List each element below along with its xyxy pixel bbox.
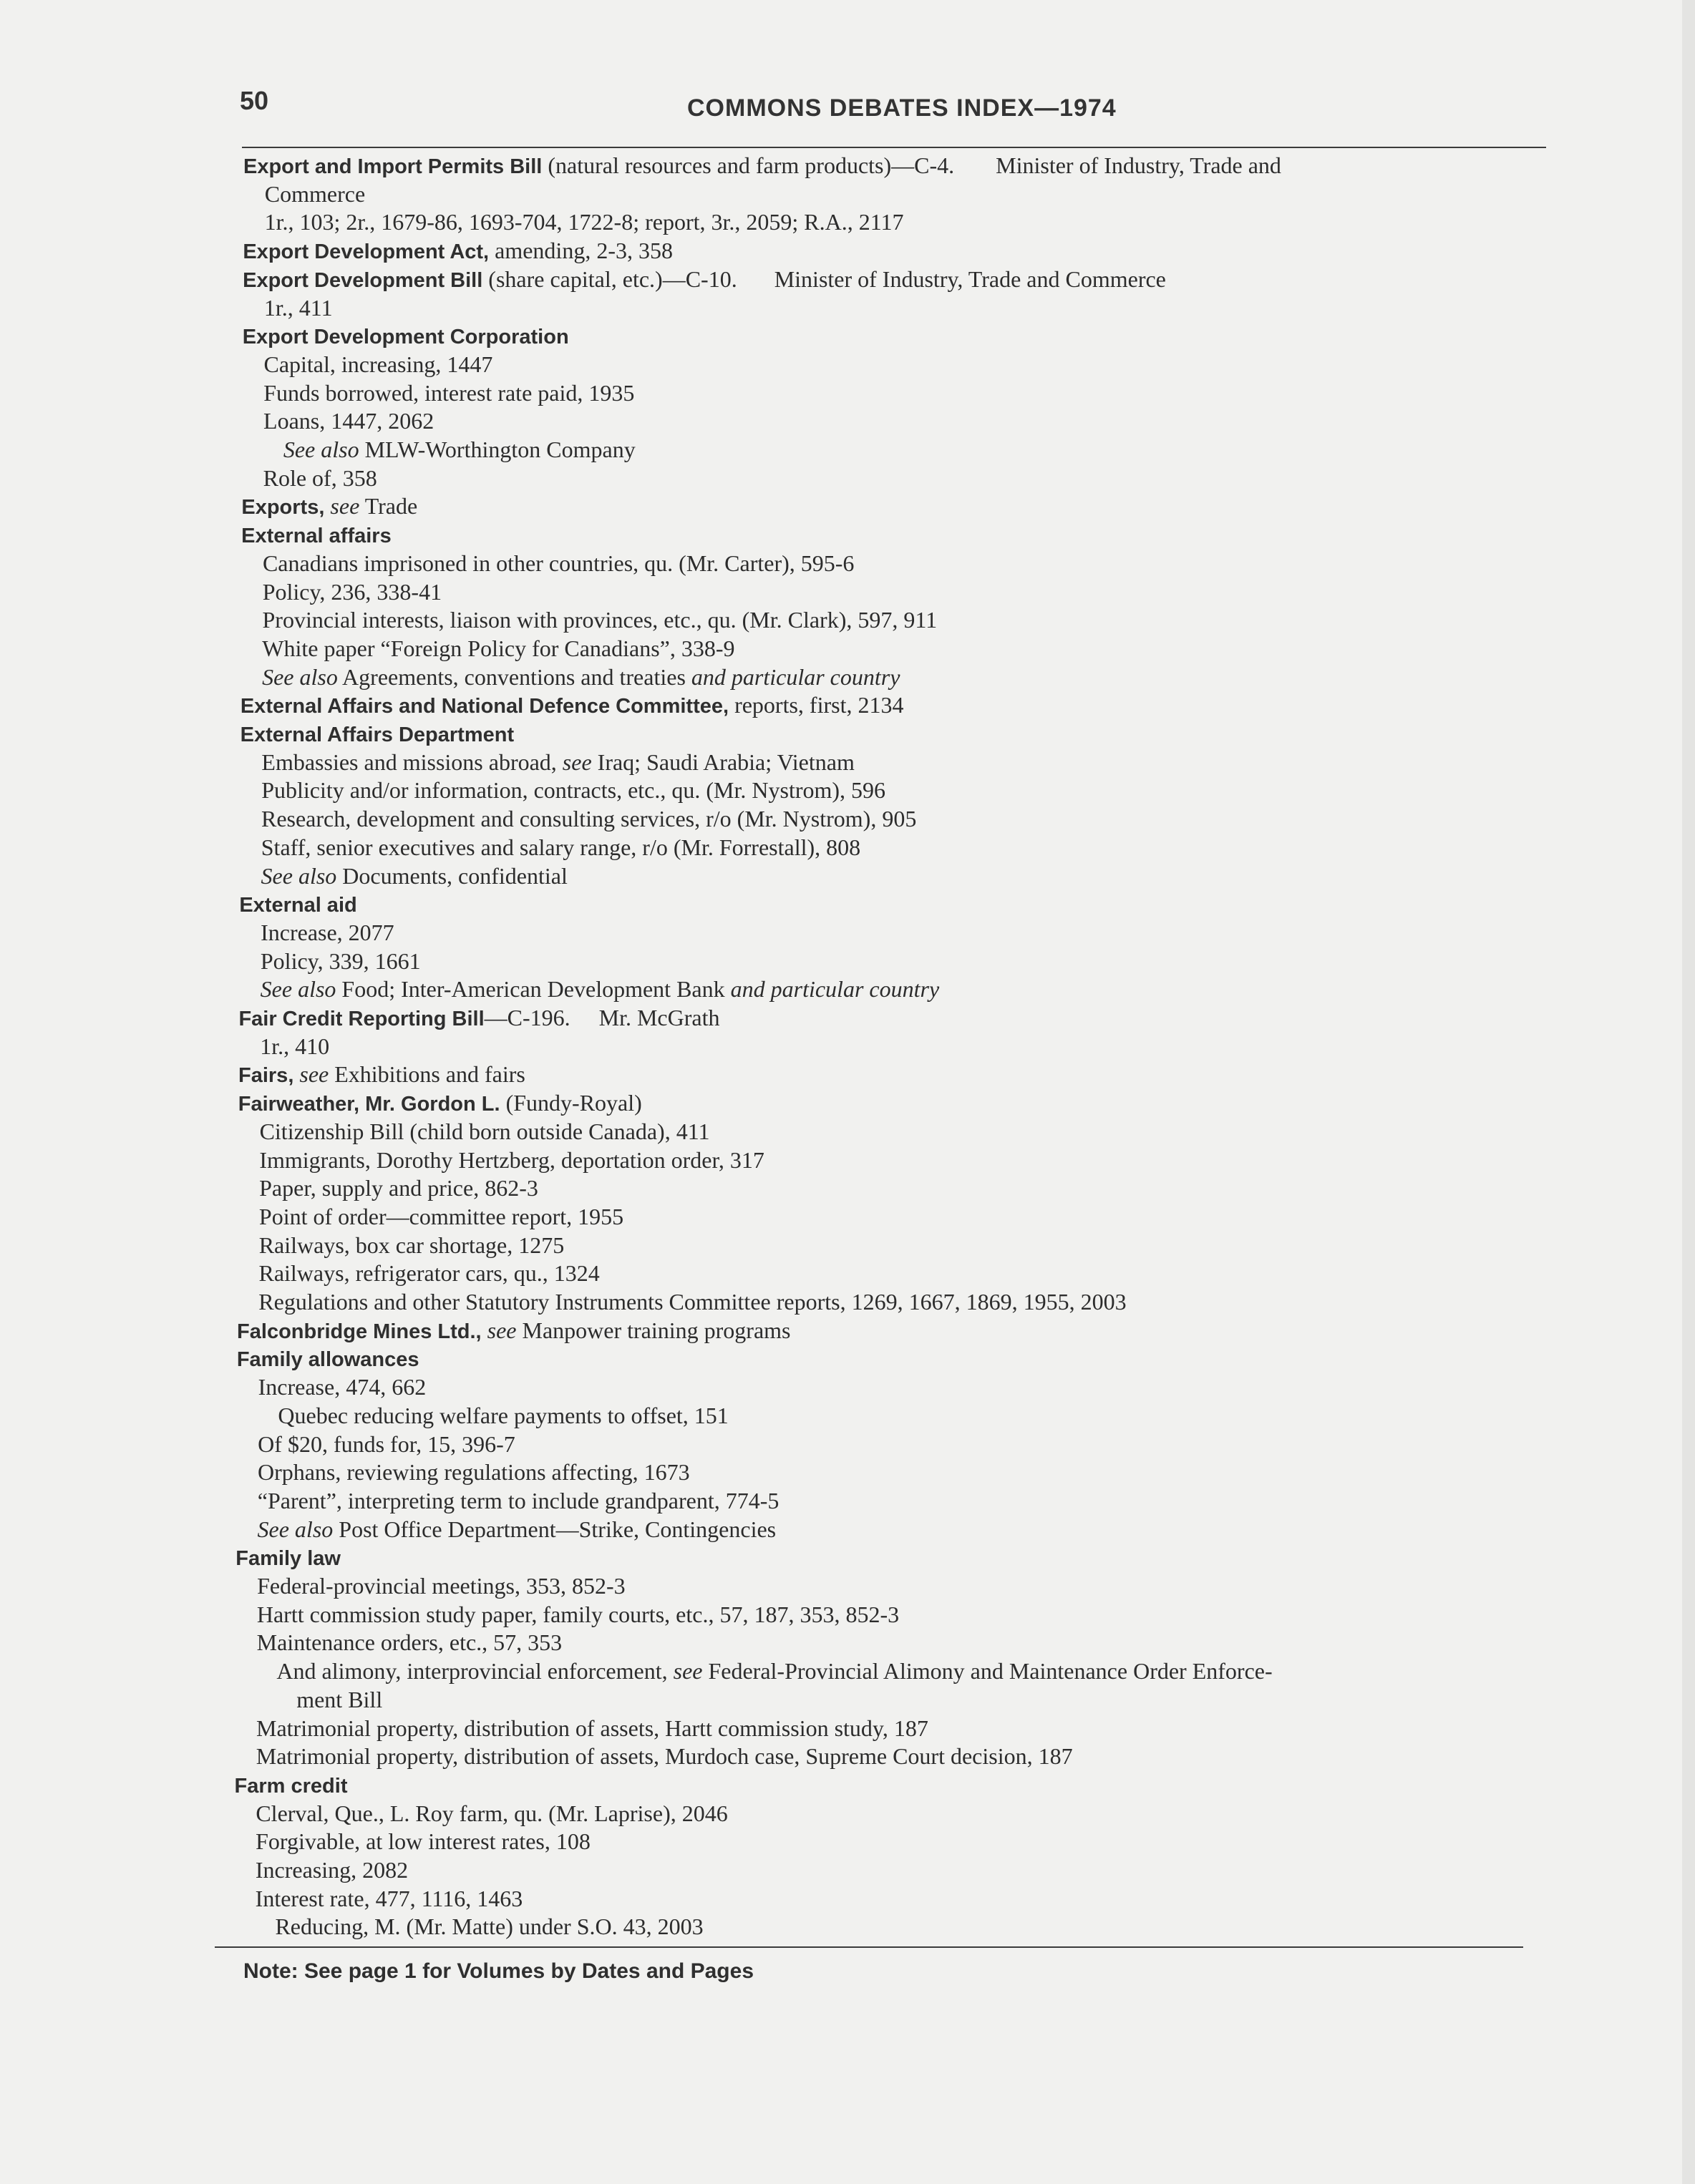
- index-text: Exhibitions and fairs: [329, 1061, 525, 1088]
- index-heading: Fair Credit Reporting Bill: [238, 1008, 485, 1030]
- index-subentry-line: [261, 749, 854, 776]
- index-heading-line: [238, 1061, 525, 1089]
- index-text: (natural resources and farm products)—C-4.: [542, 152, 955, 178]
- index-text: Matrimonial property, distribution of assets, Hartt commission study, 187: [256, 1715, 928, 1741]
- index-subentry-line: [259, 1232, 565, 1259]
- italic-reference: see: [673, 1658, 703, 1685]
- index-subentry-line: [261, 947, 421, 975]
- sponsor-text: Mr. McGrath: [598, 1005, 720, 1030]
- index-heading-line: [237, 1317, 790, 1345]
- index-text: MLW-Worthington Company: [359, 437, 636, 462]
- index-text: Agreements, conventions and treaties: [337, 663, 691, 690]
- index-subentry-line: [257, 1601, 899, 1628]
- index-subentry-line: [258, 1487, 779, 1514]
- index-text: Interest rate, 477, 1116, 1463: [255, 1885, 523, 1911]
- index-text: —C-196.: [484, 1005, 570, 1030]
- italic-reference: see: [487, 1317, 517, 1343]
- index-text: Increase, 474, 662: [258, 1374, 427, 1400]
- index-subentry-line: [256, 1800, 727, 1827]
- italic-reference: see: [330, 493, 360, 520]
- index-subentry-line: [262, 635, 734, 662]
- index-subentry-line: [261, 975, 939, 1003]
- italic-reference: See also: [283, 437, 359, 462]
- italic-reference: See also: [260, 976, 336, 1003]
- index-subentry-line: [263, 550, 854, 577]
- index-text: Provincial interests, liaison with provinces, etc., qu. (Mr. Clark), 597, 911: [262, 607, 938, 633]
- index-text: Federal-provincial meetings, 353, 852-3: [257, 1573, 626, 1599]
- index-subentry-line: [261, 776, 885, 804]
- index-subentry-line: [258, 1430, 515, 1458]
- index-subentry-line: [261, 805, 916, 832]
- index-text: Matrimonial property, distribution of assets, Murdoch case, Supreme Court decision, 187: [256, 1743, 1073, 1770]
- index-subentry-line: [263, 464, 377, 492]
- index-subentry-line: [258, 1458, 690, 1486]
- index-text: Railways, refrigerator cars, qu., 1324: [258, 1260, 600, 1287]
- index-heading-line: [243, 152, 1281, 180]
- index-text: reports, first, 2134: [729, 692, 904, 718]
- index-text: “Parent”, interpreting term to include grandparent, 774-5: [257, 1487, 779, 1513]
- index-text: Policy, 236, 338-41: [262, 578, 442, 605]
- sponsor-text: Minister of Industry, Trade and: [996, 152, 1281, 178]
- index-text: Citizenship Bill (child born outside Canada), 411: [259, 1118, 710, 1144]
- index-heading-line: [239, 890, 356, 919]
- index-heading: External Affairs Department: [240, 723, 515, 746]
- index-text: Maintenance orders, etc., 57, 353: [256, 1629, 563, 1656]
- index-subentry-line: [256, 1856, 408, 1883]
- index-text: 1r., 411: [263, 294, 333, 321]
- index-text: Hartt commission study paper, family courts, etc., 57, 187, 353, 852-3: [256, 1601, 900, 1627]
- index-text: Quebec reducing welfare payments to offset, 151: [278, 1402, 729, 1428]
- index-text: Embassies and missions abroad,: [261, 749, 563, 775]
- index-text: Railways, box car shortage, 1275: [258, 1232, 565, 1258]
- index-heading: Export and Import Permits Bill: [243, 155, 543, 178]
- italic-reference: and particular country: [691, 663, 900, 690]
- index-subentry-line: [259, 1146, 764, 1174]
- index-text: And alimony, interprovincial enforcement,: [276, 1658, 674, 1685]
- index-subentry-line: [265, 208, 904, 235]
- index-heading: Farm credit: [234, 1774, 348, 1798]
- index-text: Manpower training programs: [516, 1317, 791, 1343]
- index-subentry-line: [278, 1402, 728, 1429]
- index-subentry-line: [257, 1629, 563, 1656]
- italic-reference: See also: [257, 1516, 334, 1542]
- running-title: COMMONS DEBATES INDEX—1974: [687, 94, 1117, 122]
- index-heading-line: [241, 720, 514, 749]
- index-text: 1r., 103; 2r., 1679-86, 1693-704, 1722-8; report, 3r., 2059; R.A., 2117: [264, 209, 904, 235]
- page-number: 50: [240, 86, 269, 115]
- index-text: Reducing, M. (Mr. Matte) under S.O. 43, 2003: [275, 1914, 704, 1940]
- index-subentry-line: [256, 1828, 591, 1855]
- index-subentry-line: [258, 1288, 1126, 1315]
- index-text: [482, 1317, 487, 1343]
- index-text: Post Office Department—Strike, Contingencies: [333, 1516, 777, 1542]
- italic-reference: See also: [261, 862, 337, 889]
- index-subentry-line: [261, 919, 394, 946]
- index-text: Canadians imprisoned in other countries, qu. (Mr. Carter), 595-6: [262, 550, 855, 576]
- index-heading: Exports,: [241, 496, 325, 520]
- index-heading-line: [237, 1345, 419, 1373]
- index-heading-line: [238, 1089, 642, 1118]
- index-heading: External aid: [239, 894, 357, 917]
- sponsor-text: Minister of Industry, Trade and Commerce: [774, 265, 1166, 292]
- index-subentry-line: [261, 862, 568, 889]
- index-text: Forgivable, at low interest rates, 108: [256, 1828, 591, 1855]
- footer-note: Note: See page 1 for Volumes by Dates and Pages: [243, 1959, 754, 1983]
- index-text: Policy, 339, 1661: [260, 947, 421, 974]
- index-heading-line: [241, 492, 417, 521]
- italic-reference: See also: [262, 663, 338, 690]
- index-heading: Falconbridge Mines Ltd.,: [237, 1320, 482, 1343]
- index-text: White paper “Foreign Policy for Canadians”, 338-9: [262, 635, 735, 661]
- index-subentry-line: [258, 1516, 777, 1543]
- index-text: Increasing, 2082: [255, 1857, 409, 1883]
- index-text: Of $20, funds for, 15, 396-7: [258, 1430, 515, 1457]
- index-heading: Export Development Bill: [243, 268, 483, 292]
- index-text: Documents, confidential: [336, 862, 568, 889]
- index-heading-line: [243, 237, 673, 265]
- index-heading: Family law: [235, 1547, 341, 1571]
- index-heading: Fairweather, Mr. Gordon L.: [238, 1093, 500, 1116]
- italic-reference: see: [299, 1061, 329, 1088]
- index-text: Staff, senior executives and salary range, r/o (Mr. Forrestall), 808: [261, 834, 861, 860]
- index-subentry-line: [258, 1373, 427, 1400]
- index-heading-line: [235, 1544, 341, 1572]
- index-text: Loans, 1447, 2062: [263, 408, 434, 434]
- index-text: (share capital, etc.)—C-10.: [482, 265, 737, 292]
- index-text: Food; Inter-American Development Bank: [336, 976, 731, 1003]
- index-heading-line: [243, 322, 569, 351]
- index-subentry-line: [265, 180, 365, 208]
- index-text: amending, 2-3, 358: [489, 238, 673, 264]
- index-subentry-line: [296, 1686, 382, 1713]
- index-subentry-line: [256, 1742, 1073, 1770]
- index-subentry-line: [260, 1033, 329, 1060]
- index-heading-line: [238, 1004, 719, 1033]
- index-text: Point of order—committee report, 1955: [258, 1203, 624, 1229]
- index-heading: Family allowances: [236, 1348, 419, 1372]
- index-subentry-line: [263, 379, 634, 406]
- index-text: Commerce: [264, 180, 366, 207]
- index-text: Publicity and/or information, contracts, etc., qu. (Mr. Nystrom), 596: [261, 777, 886, 804]
- index-heading: Fairs,: [238, 1064, 294, 1088]
- index-text: 1r., 410: [260, 1033, 330, 1059]
- index-subentry-line: [259, 1174, 538, 1201]
- index-subentry-line: [260, 1118, 710, 1145]
- index-text: Iraq; Saudi Arabia; Vietnam: [591, 749, 855, 775]
- index-text: Regulations and other Statutory Instruments Committee reports, 1269, 1667, 1869, 1955, 2003: [258, 1289, 1127, 1315]
- index-heading-line: [241, 521, 392, 550]
- index-heading-line: [235, 1771, 348, 1800]
- index-text: Research, development and consulting services, r/o (Mr. Nystrom), 905: [261, 806, 917, 832]
- index-subentry-line: [257, 1572, 626, 1599]
- index-heading: External affairs: [241, 525, 392, 548]
- index-heading-line: [241, 691, 904, 720]
- index-text: Orphans, reviewing regulations affecting, 1673: [257, 1459, 690, 1486]
- index-text: Trade: [359, 493, 418, 520]
- index-text: ment Bill: [296, 1686, 383, 1712]
- index-subentry-line: [263, 407, 434, 434]
- index-subentry-line: [261, 834, 860, 861]
- italic-reference: and particular country: [730, 976, 940, 1003]
- index-subentry-line: [263, 351, 492, 378]
- index-subentry-line: [256, 1885, 523, 1912]
- index-subentry-line: [259, 1203, 623, 1230]
- index-subentry-line: [262, 663, 900, 691]
- index-text: Capital, increasing, 1447: [263, 351, 493, 377]
- index-heading: External Affairs and National Defence Committee,: [240, 695, 729, 718]
- index-subentry-line: [264, 294, 333, 321]
- index-heading: Export Development Act,: [243, 240, 490, 264]
- index-subentry-line: [276, 1657, 1272, 1685]
- index-text: Federal-Provincial Alimony and Maintenance Order Enforce-: [702, 1658, 1273, 1685]
- index-heading: Export Development Corporation: [242, 326, 569, 349]
- footer-rule: [215, 1946, 1523, 1948]
- index-subentry-line: [263, 578, 442, 605]
- index-text: Increase, 2077: [261, 919, 394, 945]
- index-subentry-line: [258, 1259, 599, 1287]
- index-text: Paper, supply and price, 862-3: [259, 1175, 538, 1201]
- index-subentry-line: [283, 436, 636, 463]
- index-text: Role of, 358: [263, 464, 377, 491]
- index-text: Immigrants, Dorothy Hertzberg, deportation order, 317: [259, 1146, 764, 1173]
- index-subentry-line: [256, 1715, 928, 1742]
- index-subentry-line: [263, 606, 938, 633]
- index-text: Funds borrowed, interest rate paid, 1935: [263, 379, 635, 406]
- index-subentry-line: [275, 1913, 703, 1940]
- index-text: Clerval, Que., L. Roy farm, qu. (Mr. Laprise), 2046: [256, 1800, 728, 1826]
- index-heading-line: [243, 265, 1166, 294]
- italic-reference: see: [562, 749, 592, 775]
- index-text: (Fundy-Royal): [500, 1090, 642, 1116]
